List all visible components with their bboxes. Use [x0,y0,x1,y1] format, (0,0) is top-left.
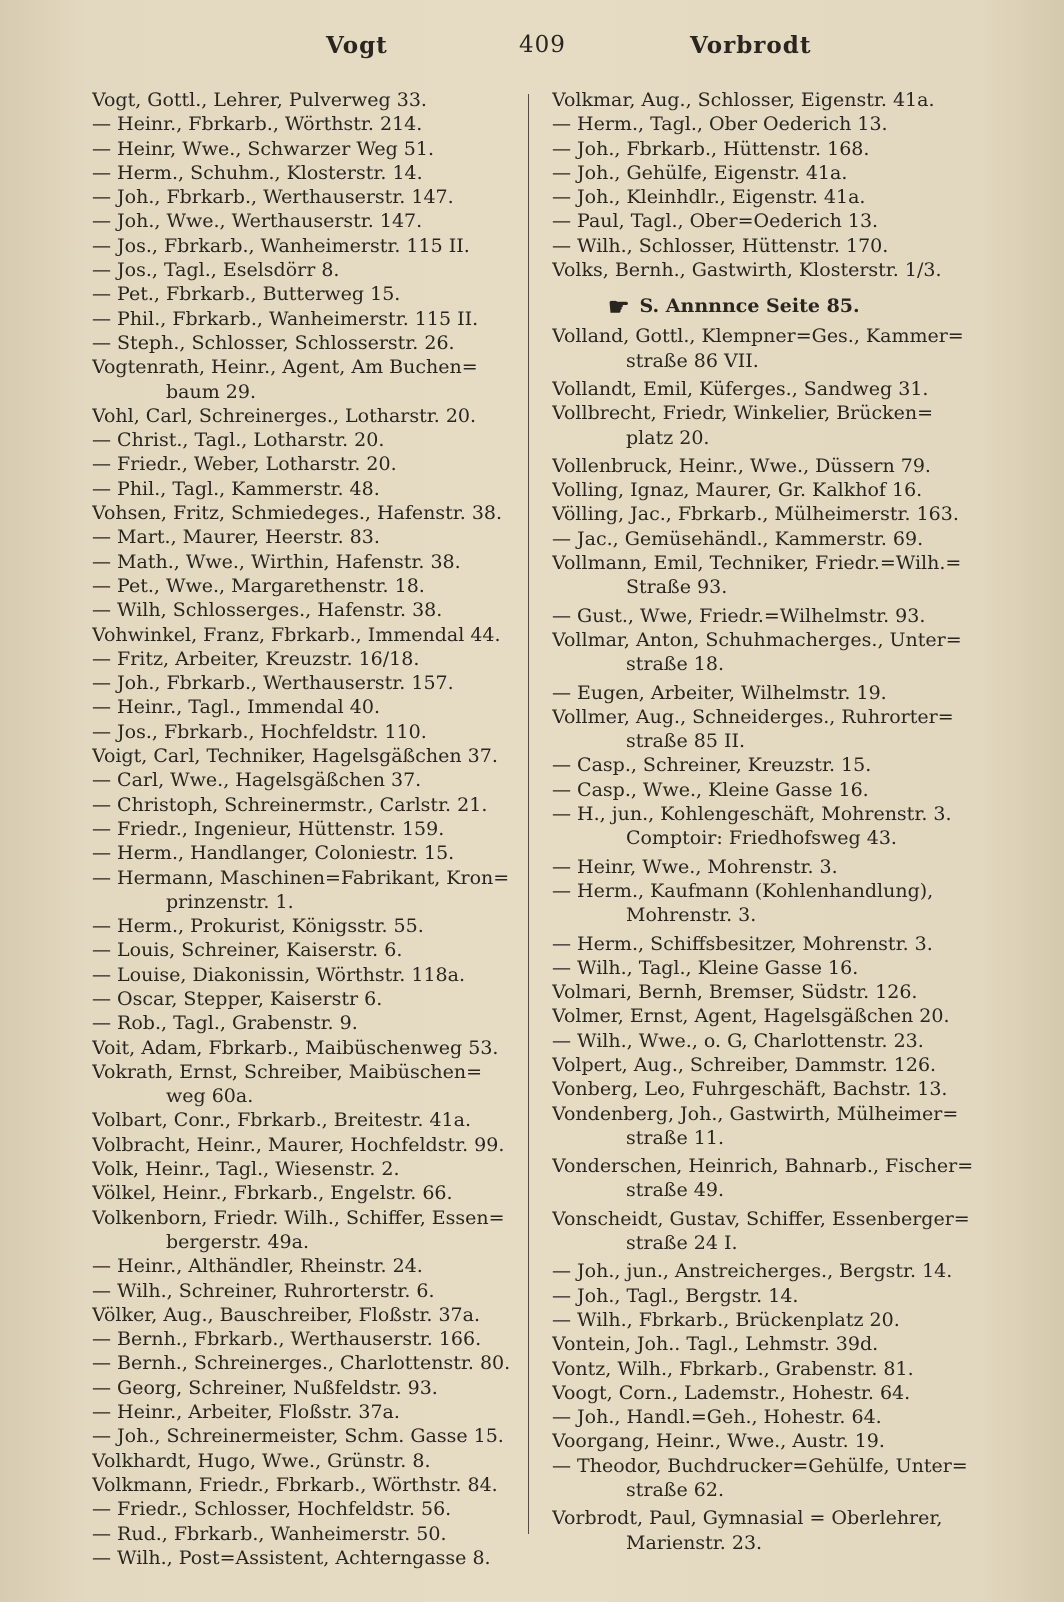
entry-line: — Joh., Tagl., Bergstr. 14. [552,1284,799,1307]
entry-line: Vorbrodt, Paul, Gymnasial = Oberlehrer, [552,1507,943,1530]
entry-continuation: Comptoir: Friedhofsweg 43. [626,827,897,850]
entry-line: — Wilh., Post=Assistent, Achterngasse 8. [92,1546,491,1569]
entry-line: — Friedr., Schlosser, Hochfeldstr. 56. [92,1498,452,1521]
entry-line: Vonberg, Leo, Fuhrgeschäft, Bachstr. 13. [552,1078,948,1101]
entry-line: Vogtenrath, Heinr., Agent, Am Buchen= [92,356,478,379]
entry-line: — Herm., Handlanger, Coloniestr. 15. [92,842,455,865]
entry-continuation: bergerstr. 49a. [166,1230,309,1253]
entry-continuation: baum 29. [166,380,256,403]
entry-line: — Casp., Wwe., Kleine Gasse 16. [552,778,869,801]
entry-line: — Herm., Schiffsbesitzer, Mohrenstr. 3. [552,932,933,955]
entry-line: Vokrath, Ernst, Schreiber, Maibüschen= [92,1060,483,1083]
entry-line: — Joh., Fbrkarb., Hüttenstr. 168. [552,137,870,160]
entry-line: — Jos., Tagl., Eselsdörr 8. [92,259,340,282]
entry-line: — Carl, Wwe., Hagelsgäßchen 37. [92,769,422,792]
entry-line: — Casp., Schreiner, Kreuzstr. 15. [552,754,872,777]
entry-continuation: prinzenstr. 1. [166,890,294,913]
entry-line: Volmari, Bernh, Bremser, Südstr. 126. [552,981,918,1004]
entry-continuation: straße 18. [626,653,724,676]
entry-continuation: platz 20. [626,426,710,449]
entry-line: — Rud., Fbrkarb., Wanheimerstr. 50. [92,1522,447,1545]
entry-line: Vollmar, Anton, Schuhmacherges., Unter= [552,628,962,651]
entry-line: — Christ., Tagl., Lotharstr. 20. [92,429,385,452]
entry-line: — Louis, Schreiner, Kaiserstr. 6. [92,939,403,962]
entry-line: Völker, Aug., Bauschreiber, Floßstr. 37a. [92,1303,480,1326]
entry-line: — Heinr., Fbrkarb., Wörthstr. 214. [92,113,423,136]
entry-line: Volk, Heinr., Tagl., Wiesenstr. 2. [92,1158,400,1181]
left-column [92,88,530,1570]
entry-line: — Bernh., Fbrkarb., Werthauserstr. 166. [92,1328,482,1351]
entry-line: Vogt, Gottl., Lehrer, Pulverweg 33. [92,89,427,111]
entry-line: — Herm., Schuhm., Klosterstr. 14. [92,161,423,184]
entry-line: — Georg, Schreiner, Nußfeldstr. 93. [92,1376,438,1399]
entry-line: Vonscheidt, Gustav, Schiffer, Essenberger= [552,1207,970,1230]
entry-line: — Joh., Schreinermeister, Schm. Gasse 15. [92,1425,504,1448]
entry-line: Vontein, Joh.. Tagl., Lehmstr. 39d. [552,1333,879,1356]
entry-line: Vonderschen, Heinrich, Bahnarb., Fischer= [552,1155,974,1178]
entry-line: — Paul, Tagl., Ober=Oederich 13. [552,210,879,233]
entry-line: Voorgang, Heinr., Wwe., Austr. 19. [552,1430,885,1453]
entry-continuation: straße 11. [626,1126,724,1149]
entry-line: Volling, Ignaz, Maurer, Gr. Kalkhof 16. [552,479,923,502]
entry-line: — Heinr., Arbeiter, Floßstr. 37a. [92,1401,400,1424]
entry-line: Vohsen, Fritz, Schmiedeges., Hafenstr. 38. [92,502,503,525]
entry-line: — Oscar, Stepper, Kaiserstr 6. [92,987,383,1010]
entry-line: — Joh., Fbrkarb., Werthauserstr. 157. [92,672,454,695]
entry-line: Vontz, Wilh., Fbrkarb., Grabenstr. 81. [552,1357,914,1380]
entry-line: Volks, Bernh., Gastwirth, Klosterstr. 1/3. [552,259,942,282]
entry-continuation: Marienstr. 23. [626,1531,763,1554]
entry-line: — Friedr., Weber, Lotharstr. 20. [92,453,397,476]
entry-line: — Heinr, Wwe., Mohrenstr. 3. [552,855,838,878]
entry-line: — Theodor, Buchdrucker=Gehülfe, Unter= [552,1454,968,1477]
entry-line: Voigt, Carl, Techniker, Hagelsgäßchen 37. [92,745,498,768]
entry-continuation: Straße 93. [626,576,728,599]
entry-line: — Heinr., Tagl., Immendal 40. [92,696,381,719]
entry-line: — H., jun., Kohlengeschäft, Mohrenstr. 3. [552,803,952,826]
entry-line: — Christoph, Schreinermstr., Carlstr. 21. [92,793,488,816]
entry-continuation: straße 86 VII. [626,349,759,372]
entry-line: — Joh., Handl.=Geh., Hohestr. 64. [552,1406,882,1429]
entry-line: — Jac., Gemüsehändl., Kammerstr. 69. [552,527,924,550]
entry-line: Volkmann, Friedr., Fbrkarb., Wörthstr. 84. [92,1473,498,1496]
entry-line: Volmer, Ernst, Agent, Hagelsgäßchen 20. [552,1005,950,1028]
entry-line: Vondenberg, Joh., Gastwirth, Mülheimer= [552,1102,959,1125]
entry-continuation: straße 85 II. [626,730,746,753]
entry-line: — Herm., Tagl., Ober Oederich 13. [552,113,888,136]
entry-line: Voit, Adam, Fbrkarb., Maibüschenweg 53. [92,1036,499,1059]
entry-line: — Wilh., Schlosser, Hüttenstr. 170. [552,234,889,257]
entry-line: Vollbrecht, Friedr, Winkelier, Brücken= [552,402,934,425]
entry-line: — Gust., Wwe, Friedr.=Wilhelmstr. 93. [552,604,926,627]
entry-line: Volland, Gottl., Klempner=Ges., Kammer= [552,325,964,348]
entry-line: — Jos., Fbrkarb., Hochfeldstr. 110. [92,720,427,743]
running-head-left: Vogt [326,32,388,59]
entry-line: — Heinr., Althändler, Rheinstr. 24. [92,1255,423,1278]
entry-line: — Herm., Prokurist, Königsstr. 55. [92,915,424,938]
entry-line: — Joh., Kleinhdlr., Eigenstr. 41a. [552,186,866,209]
entry-line: Voogt, Corn., Lademstr., Hohestr. 64. [552,1381,911,1404]
entry-line: — Fritz, Arbeiter, Kreuzstr. 16/18. [92,647,420,670]
entry-line: Volbart, Conr., Fbrkarb., Breitestr. 41a. [92,1109,471,1132]
entry-line: — Joh., Fbrkarb., Werthauserstr. 147. [92,186,454,209]
entry-line: — Phil., Tagl., Kammerstr. 48. [92,477,380,500]
entry-line: — Jos., Fbrkarb., Wanheimerstr. 115 II. [92,234,470,257]
entry-line: — Wilh., Schreiner, Ruhrorterstr. 6. [92,1279,435,1302]
entry-line: — Bernh., Schreinerges., Charlottenstr. 80. [92,1352,511,1375]
entry-line: Volkhardt, Hugo, Wwe., Grünstr. 8. [92,1449,431,1472]
entry-line: — Wilh., Fbrkarb., Brückenplatz 20. [552,1308,900,1331]
entry-line: — Louise, Diakonissin, Wörthstr. 118a. [92,963,466,986]
entry-line: Vollmer, Aug., Schneiderges., Ruhrorter= [552,705,954,728]
entry-line: — Herm., Kaufmann (Kohlenhandlung), [552,879,934,902]
annonce-text: S. Annnnce Seite 85. [639,295,860,318]
entry-continuation: straße 62. [626,1479,724,1502]
entry-line: — Joh., Gehülfe, Eigenstr. 41a. [552,161,848,184]
entry-line: — Math., Wwe., Wirthin, Hafenstr. 38. [92,550,461,573]
entry-line: Vohwinkel, Franz, Fbrkarb., Immendal 44. [92,623,501,646]
entry-line: Vollenbruck, Heinr., Wwe., Düssern 79. [552,454,931,477]
entry-line: — Eugen, Arbeiter, Wilhelmstr. 19. [552,681,887,704]
entry-line: — Heinr, Wwe., Schwarzer Weg 51. [92,137,434,160]
entry-line: — Phil., Fbrkarb., Wanheimerstr. 115 II. [92,307,479,330]
entry-continuation: straße 49. [626,1179,724,1202]
entry-continuation: straße 24 I. [626,1232,738,1255]
entry-line: — Pet., Fbrkarb., Butterweg 15. [92,283,401,306]
entry-line: — Joh., Wwe., Werthauserstr. 147. [92,210,423,233]
annonce-reference [552,288,998,324]
running-head-right: Vorbrodt [690,32,812,59]
entry-continuation: weg 60a. [166,1085,254,1108]
entry-line: Volkmar, Aug., Schlosser, Eigenstr. 41a. [552,89,935,111]
entry-line: — Joh., jun., Anstreicherges., Bergstr. 14. [552,1260,953,1283]
entry-line: — Steph., Schlosser, Schlosserstr. 26. [92,331,455,354]
right-column [552,88,998,1555]
pointing-hand-icon: ☛ [608,292,630,322]
entry-line: — Pet., Wwe., Margarethenstr. 18. [92,574,425,597]
entry-line: Völling, Jac., Fbrkarb., Mülheimerstr. 163. [552,503,959,526]
entry-line: Vollandt, Emil, Küferges., Sandweg 31. [552,377,929,400]
entry-line: Völkel, Heinr., Fbrkarb., Engelstr. 66. [92,1182,453,1205]
entry-line: — Hermann, Maschinen=Fabrikant, Kron= [92,866,510,889]
entry-line: — Wilh., Wwe., o. G, Charlottenstr. 23. [552,1029,924,1052]
entry-line: Volbracht, Heinr., Maurer, Hochfeldstr. 99. [92,1133,505,1156]
entry-line: Volkenborn, Friedr. Wilh., Schiffer, Essen= [92,1206,505,1229]
entry-continuation: Mohrenstr. 3. [626,904,757,927]
entry-line: Vollmann, Emil, Techniker, Friedr.=Wilh.= [552,552,962,575]
entry-line: Vohl, Carl, Schreinerges., Lotharstr. 20. [92,404,477,427]
entry-line: — Wilh., Tagl., Kleine Gasse 16. [552,956,859,979]
entry-line: — Wilh, Schlosserges., Hafenstr. 38. [92,599,443,622]
entry-line: Volpert, Aug., Schreiber, Dammstr. 126. [552,1053,937,1076]
page-number: 409 [519,32,566,58]
entry-line: — Friedr., Ingenieur, Hüttenstr. 159. [92,817,445,840]
entry-line: — Rob., Tagl., Grabenstr. 9. [92,1012,358,1035]
entry-line: — Mart., Maurer, Heerstr. 83. [92,526,380,549]
